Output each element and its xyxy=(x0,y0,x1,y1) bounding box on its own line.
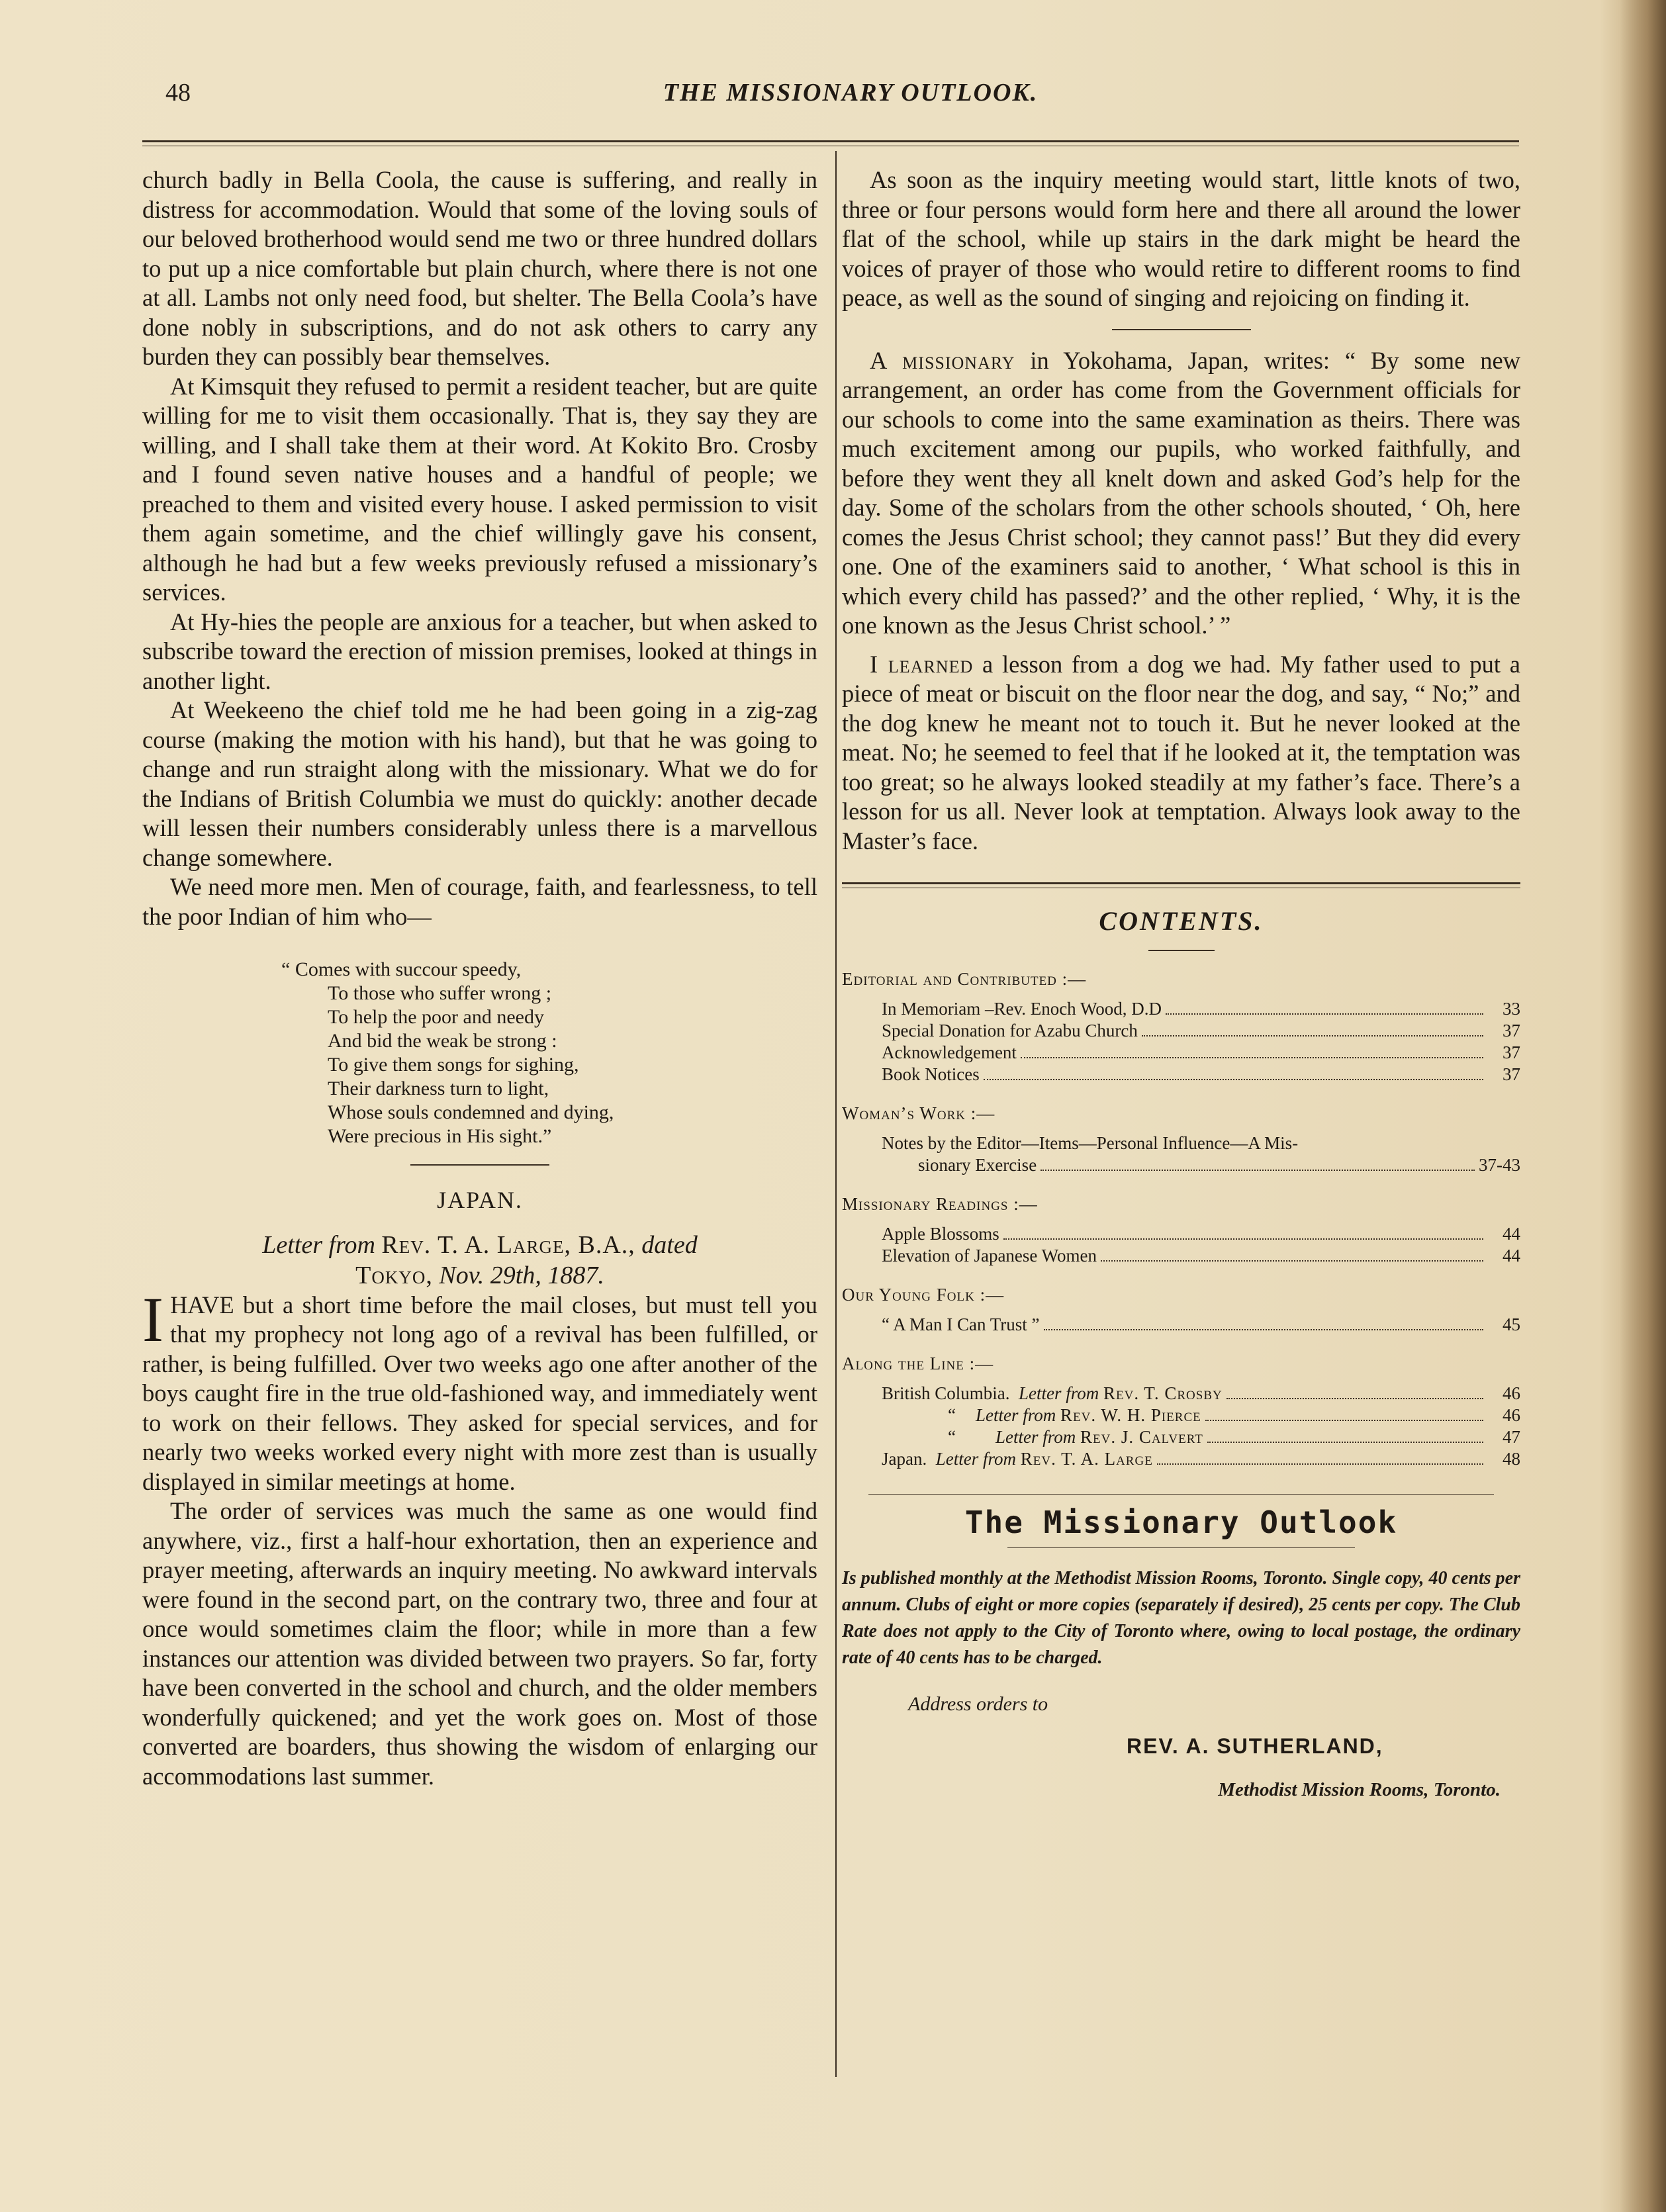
running-title: THE MISSIONARY OUTLOOK. xyxy=(663,79,1039,107)
poem-line: “ Comes with succour speedy, xyxy=(281,958,522,980)
address-name: REV. A. SUTHERLAND, xyxy=(1127,1733,1383,1758)
binding-shadow xyxy=(1620,0,1666,2212)
toc-entry-title: Notes by the Editor—Items—Personal Influence—A Mis- xyxy=(882,1132,1299,1153)
toc-list xyxy=(842,1314,1520,1336)
letter-byline xyxy=(142,1230,817,1291)
toc-entry-title: sionary Exercise xyxy=(918,1154,1037,1175)
toc-letter-label: Letter from xyxy=(1019,1383,1099,1403)
letter-from-label: Letter from xyxy=(262,1230,375,1259)
section-heading-japan: JAPAN. xyxy=(437,1187,523,1213)
paragraph-revival-text: HAVE but a short time before the mail closes, but must tell you that my prophecy not long ago of a revival has been fulfilled, or rather, is being fulfilled. Over two weeks ago one after another of the boys caught fire in the true old-fashioned way, and immediately went to work on their fellows. They asked for special services, and for nearly two weeks worked every night with more zest than is usually displayed in similar meetings at home. xyxy=(142,1291,817,1495)
leader-dots xyxy=(1142,1035,1483,1037)
toc-entry[interactable] xyxy=(882,1042,1520,1064)
lead-in: I learned xyxy=(870,650,974,678)
toc-entry-title: Rev. T. A. Large xyxy=(1020,1448,1153,1469)
toc-entry-prefix: Japan. xyxy=(882,1448,927,1469)
toc-entry-prefix: “ xyxy=(948,1426,956,1447)
poem-quote xyxy=(142,958,817,1148)
leader-dots xyxy=(1207,1442,1483,1443)
poem-line: To help the poor and needy xyxy=(328,1006,544,1028)
toc-section-heading: Our Young Folk :— xyxy=(842,1284,1005,1305)
toc-entry-title: “ A Man I Can Trust ” xyxy=(882,1314,1040,1334)
paragraph-order-of-services: The order of services was much the same as one would find anywhere, viz., first a half-hour exhortation, then an experience and prayer meeting, afterwards an inquiry meeting. No awkward intervals were found in the second part, on the contrary two, three and four at once would sometimes claim the floor; while in more than a few instances our attention was divided between two prayers. So far, forty have been converted in the school and church, and the older members wonderfully quickened; and yet the work goes on. Most of those converted are boarders, thus showing the wisdom of enlarging our accommodations last summer. xyxy=(142,1497,817,1790)
header-rule xyxy=(142,140,1519,142)
paragraph-bella-coola: church badly in Bella Coola, the cause is suffering, and really in distress for accommodation. Would that some of the loving souls of our beloved brotherhood would send me two or three hundred dollars to put up a nice comfortable but plain church, where there is not one at all. Lambs not only need food, but shelter. The Bella Coola’s have done nobly in subscriptions, and do not ask others to carry any burden they can possibly bear themselves. xyxy=(142,166,817,370)
toc-entry-title: Apple Blossoms xyxy=(882,1223,999,1244)
toc-entry-page: 37 xyxy=(1503,1042,1520,1062)
left-column xyxy=(142,165,817,1791)
letter-author: Rev. T. A. Large, B.A., xyxy=(381,1230,635,1259)
toc-entry[interactable] xyxy=(882,1383,1520,1405)
contents-rule xyxy=(842,882,1520,884)
leader-dots xyxy=(1226,1398,1483,1399)
paragraph-more-men: We need more men. Men of courage, faith, and fearlessness, to tell the poor Indian of him who— xyxy=(142,873,817,930)
toc-entry[interactable] xyxy=(882,1314,1520,1336)
section-rule xyxy=(410,1164,549,1166)
toc-entry[interactable] xyxy=(882,1020,1520,1042)
toc-entry-page: 46 xyxy=(1503,1405,1520,1425)
leader-dots xyxy=(1003,1238,1483,1240)
toc-letter-label: Letter from xyxy=(995,1426,1076,1447)
leader-dots xyxy=(1166,1013,1483,1015)
toc-entry-page: 44 xyxy=(1503,1223,1520,1244)
toc-entry-title: Special Donation for Azabu Church xyxy=(882,1020,1138,1040)
contents-title: CONTENTS. xyxy=(1099,906,1264,936)
paragraph-inquiry-meeting: As soon as the inquiry meeting would start, little knots of two, three or four persons would form here and there all around the lower flat of the school, while up stairs in the dark might be heard the voices of prayer of those who would retire to different rooms to find peace, as well as the sound of singing and rejoicing on finding it. xyxy=(842,166,1520,311)
publication-title: The Missionary Outlook xyxy=(964,1504,1398,1540)
toc-entry-page: 37-43 xyxy=(1479,1154,1520,1175)
toc-list xyxy=(842,998,1520,1085)
letter-date: Nov. 29th, 1887. xyxy=(439,1261,604,1289)
toc-letter-label: Letter from xyxy=(975,1405,1056,1425)
toc-section-heading: Editorial and Contributed :— xyxy=(842,968,1087,989)
drop-cap: I xyxy=(142,1283,163,1355)
paragraph-dog-lesson xyxy=(842,650,1520,856)
poem-line: To give them songs for sighing, xyxy=(328,1054,579,1076)
toc-entry-page: 44 xyxy=(1503,1245,1520,1266)
toc-entry[interactable] xyxy=(882,1426,1520,1448)
toc-entry-page: 45 xyxy=(1503,1314,1520,1334)
lead-in: A missionary xyxy=(870,346,1015,374)
toc-section-heading: Missionary Readings :— xyxy=(842,1193,1038,1214)
leader-dots xyxy=(1101,1260,1483,1262)
toc-letter-label: Letter from xyxy=(935,1448,1016,1469)
toc-entry-page: 46 xyxy=(1503,1383,1520,1403)
paragraph-kimsquit: At Kimsquit they refused to permit a resident teacher, but are quite willing for me to visit them occasionally. That is, they say they are willing, and I shall take them at their word. At Kokito Bro. Crosby and I found seven native houses and a handful of people; we preached to them and visited every house. I asked permission to visit them again sometime, and the chief willingly gave his consent, although he had but a few weeks previously refused a missionary’s services. xyxy=(142,372,817,606)
leader-dots xyxy=(984,1079,1483,1080)
toc-entry-title: Rev. W. H. Pierce xyxy=(1060,1405,1201,1425)
leader-dots xyxy=(1157,1463,1483,1465)
toc-entry-title: Rev. J. Calvert xyxy=(1080,1426,1203,1447)
toc-entry[interactable] xyxy=(882,1405,1520,1426)
toc-entry-title: Acknowledgement xyxy=(882,1042,1017,1062)
toc-entry-page: 48 xyxy=(1503,1448,1520,1469)
poem-line: Whose souls condemned and dying, xyxy=(328,1101,614,1123)
leader-dots xyxy=(1021,1057,1483,1058)
toc-entry-prefix: “ xyxy=(948,1405,956,1425)
section-rule xyxy=(1112,329,1251,330)
toc-list xyxy=(842,1383,1520,1470)
toc-entry[interactable] xyxy=(882,1064,1520,1085)
toc-entry-prefix: British Columbia. xyxy=(882,1383,1010,1403)
toc-entry-page: 37 xyxy=(1503,1064,1520,1084)
right-column xyxy=(842,165,1520,1805)
paragraph-revival xyxy=(142,1283,817,1497)
toc-entry-continuation xyxy=(918,1154,1520,1176)
leader-dots xyxy=(1044,1329,1483,1330)
paragraph-dog-lesson-text: a lesson from a dog we had. My father used to put a piece of meat or biscuit on the floor near the dog, and say, “ No;” and the dog knew he meant not to touch it. But he never looked at the meat. No; he seemed to feel that if he looked at it, the temptation was too great; so he always looked steadily at my father’s face. There’s a lesson for us all. Never look at temptation. Always look away to the Master’s face. xyxy=(842,650,1520,854)
toc-entry-title: In Memoriam –Rev. Enoch Wood, D.D xyxy=(882,998,1162,1019)
toc-entry[interactable] xyxy=(882,998,1520,1020)
paragraph-yokohama xyxy=(842,346,1520,641)
publication-info: Is published monthly at the Methodist Mission Rooms, Toronto. Single copy, 40 cents per annum. Clubs of eight or more copies (separately if desired), 25 cents per copy. The Club Rate does not apply to the City of Toronto where, owing to local postage, the ordinary rate of 40 cents has to be charged. xyxy=(842,1568,1520,1668)
poem-line: Their darkness turn to light, xyxy=(328,1078,549,1099)
toc-entry-page: 33 xyxy=(1503,998,1520,1019)
toc-entry-page: 37 xyxy=(1503,1020,1520,1040)
toc-entry[interactable] xyxy=(882,1245,1520,1267)
paragraph-yokohama-text: in Yokohama, Japan, writes: “ By some new arrangement, an order has come from the Government officials for our schools to come into the same examination as theirs. There was much excitement among our pupils, who worked faithfully, and before they went they all knelt down and asked God’s help for the day. Some of the scholars from the other schools shouted, ‘ Oh, here comes the Jesus Christ school; they cannot pass!’ But they did every one. One of the examiners said to another, ‘ What school is this in which every child has passed?’ and the other replied, ‘ Why, it is the one known as the Jesus Christ school.’ ” xyxy=(842,346,1520,639)
letter-place: Tokyo, xyxy=(355,1261,433,1289)
poem-line: Were precious in His sight.” xyxy=(328,1125,552,1147)
publication-rule xyxy=(868,1494,1494,1495)
toc-list xyxy=(842,1223,1520,1267)
poem-line: And bid the weak be strong : xyxy=(328,1030,557,1052)
toc-entry[interactable] xyxy=(882,1132,1520,1176)
toc-entry-page: 47 xyxy=(1503,1426,1520,1447)
toc-entry-title: Book Notices xyxy=(882,1064,980,1084)
publication-title-rule xyxy=(1007,1547,1355,1548)
column-divider xyxy=(835,151,837,2077)
table-of-contents xyxy=(842,968,1520,1470)
poem-line: To those who suffer wrong ; xyxy=(328,982,552,1004)
leader-dots xyxy=(1205,1420,1483,1421)
toc-entry-title: Elevation of Japanese Women xyxy=(882,1245,1097,1266)
paragraph-weekeeno: At Weekeeno the chief told me he had been going in a zig-zag course (making the motion with his hand), but that he was going to change and run straight along with the missionary. What we do for the Indians of British Columbia we must do quickly: another decade will lessen their numbers considerably unless there is a marvellous change somewhere. xyxy=(142,696,817,871)
toc-entry[interactable] xyxy=(882,1448,1520,1470)
toc-entry-title: Rev. T. Crosby xyxy=(1103,1383,1223,1403)
address-place: Methodist Mission Rooms, Toronto. xyxy=(1218,1779,1501,1800)
toc-entry[interactable] xyxy=(882,1223,1520,1245)
paragraph-hy-hies: At Hy-hies the people are anxious for a teacher, but when asked to subscribe toward the erection of mission premises, looked at things in another light. xyxy=(142,608,817,694)
letter-dated-label: dated xyxy=(641,1230,698,1259)
page-header xyxy=(0,78,1666,124)
page-number: 48 xyxy=(165,79,191,107)
contents-title-rule xyxy=(1148,950,1215,951)
leader-dots xyxy=(1041,1170,1475,1171)
address-label: Address orders to xyxy=(908,1693,1048,1715)
toc-section-heading: Woman’s Work :— xyxy=(842,1103,995,1123)
toc-section-heading: Along the Line :— xyxy=(842,1353,994,1373)
